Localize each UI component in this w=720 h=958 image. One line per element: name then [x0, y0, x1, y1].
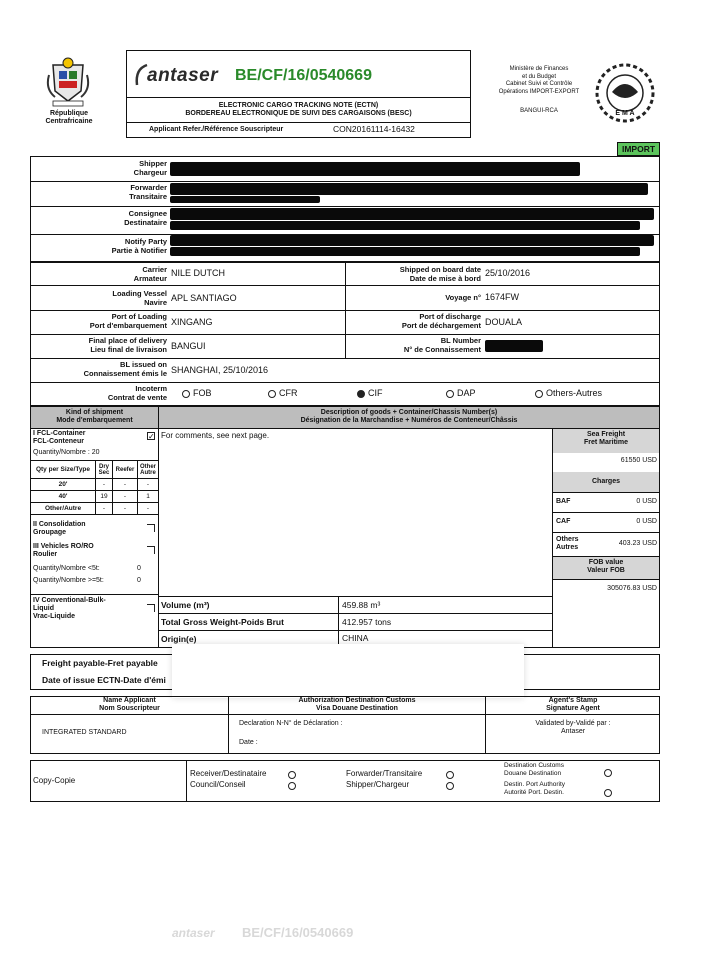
ectn-title-box	[126, 50, 471, 138]
council-radio[interactable]	[288, 782, 296, 790]
dest-customs-label: Destination Customs Douane Destination	[504, 762, 564, 777]
bottom-ref-watermark: BE/CF/16/0540669	[242, 925, 354, 940]
bl-number-redacted	[485, 340, 543, 352]
pol-value: XINGANG	[171, 317, 213, 327]
qty-ge5-label: Quantity/Nombre >=5t:	[33, 577, 104, 584]
country-name: République	[49, 110, 89, 117]
qty-cell: -	[96, 503, 113, 515]
qty-cell: -	[113, 479, 138, 491]
weight-value: 412.957 tons	[342, 617, 392, 627]
bl-number-label: BL Number N° de Connaissement	[403, 336, 481, 354]
forwarder-label: Forwarder Transitaire	[129, 183, 167, 201]
baf-value: 0 USD	[636, 498, 657, 505]
volume-label: Volume (m³)	[161, 600, 210, 610]
origin-value: CHINA	[342, 633, 369, 643]
origin-label: Origin(e)	[161, 634, 197, 644]
comments-text: For comments, see next page.	[161, 431, 270, 440]
sea-freight-value: 61550 USD	[620, 457, 657, 464]
qty-header: Reefer	[113, 461, 138, 479]
qty-header: Dry Sec	[96, 461, 113, 479]
vessel-label: Loading Vessel Navire	[112, 289, 167, 307]
freight-payable-label: Freight payable-Fret payable	[42, 658, 158, 668]
conventional-label: IV Conventional-Bulk- Liquid Vrac-Liquide	[33, 597, 106, 620]
voyage-value: 1674FW	[485, 292, 520, 302]
quantity-label: Quantity/Nombre :	[33, 449, 90, 456]
ministry-line: BANGUI-RCA	[520, 108, 558, 114]
radio-selected-icon[interactable]	[357, 390, 365, 398]
final-delivery-value: BANGUI	[171, 341, 206, 351]
date-label: Date :	[239, 739, 258, 746]
kind-of-shipment-label: Kind of shipment Mode d'embarquement	[56, 409, 133, 424]
title-ectn: ELECTRONIC CARGO TRACKING NOTE (ECTN)	[218, 102, 379, 109]
carrier-label: Carrier Armateur	[133, 265, 167, 283]
copy-label: Copy-Copie	[33, 776, 76, 785]
notify-redacted	[170, 235, 654, 246]
ema-seal	[594, 62, 656, 124]
title-besc: BORDEREAU ELECTRONIQUE DE SUIVI DES CARGAISONS (BESC)	[185, 110, 412, 117]
applicant-ref-label: Applicant Refer./Référence Souscripteur	[149, 126, 284, 133]
incoterm-cif[interactable]: CIF	[357, 388, 383, 398]
qty-cell: 20'	[31, 479, 96, 491]
description-label: Description of goods + Container/Chassis Number(s)	[320, 409, 498, 416]
fob-value: 305076.83 USD	[607, 585, 657, 592]
coat-of-arms-emblem	[45, 55, 91, 107]
declaration-label: Declaration N-N° de Déclaration :	[239, 720, 343, 727]
ministry-line: et du Budget	[521, 73, 557, 80]
forwarder-redacted	[170, 183, 648, 195]
qty-lt5-value: 0	[137, 565, 141, 572]
shipper-radio[interactable]	[446, 782, 454, 790]
fob-label: FOB value Valeur FOB	[587, 559, 625, 574]
qty-lt5-label: Quantity/Nombre <5t:	[33, 565, 100, 572]
fcl-label: I FCL-Container FCL-Conteneur	[33, 430, 86, 445]
caf-label: CAF	[556, 518, 571, 525]
ectn-reference: BE/CF/16/0540669	[235, 67, 372, 84]
receiver-label: Receiver/Destinataire	[190, 769, 267, 778]
incoterm-label: Incoterm Contrat de vente	[107, 384, 167, 402]
shipped-label: Shipped on board date Date de mise à bord	[399, 265, 481, 283]
final-delivery-label: Final place of delivery Lieu final de livraison	[88, 336, 167, 354]
qty-cell: 1	[138, 491, 159, 503]
bl-issued-label: BL issued on Connaissement émis le	[83, 360, 167, 378]
fcl-checkbox[interactable]: ✓	[148, 432, 155, 441]
receiver-radio[interactable]	[288, 771, 296, 779]
pod-label: Port of discharge Port de déchargement	[401, 312, 481, 330]
specimen-overlay	[172, 644, 524, 698]
others-label: Others Autres	[556, 536, 579, 551]
dest-customs-radio[interactable]	[604, 769, 612, 777]
applicant-value: INTEGRATED STANDARD	[42, 729, 127, 736]
radio-icon[interactable]	[535, 390, 543, 398]
qty-cell: -	[138, 503, 159, 515]
weight-label: Total Gross Weight-Poids Brut	[161, 617, 284, 627]
qty-cell: -	[96, 479, 113, 491]
forwarder-redacted-2	[170, 196, 320, 203]
agent-stamp-label: Agent's Stamp Signature Agent	[546, 697, 600, 712]
qty-ge5-value: 0	[137, 577, 141, 584]
vehicles-label: III Vehicles RO/RO Roulier	[33, 543, 94, 558]
qty-header: Qty per Size/Type	[31, 461, 96, 479]
authorization-label: Authorization Destination Customs Visa Douane Destination	[298, 697, 416, 712]
qty-cell: 40'	[31, 491, 96, 503]
container-quantity-table	[30, 460, 159, 515]
charges-label: Charges	[591, 478, 620, 485]
voyage-label: Voyage n°	[445, 293, 481, 302]
qty-cell: -	[113, 503, 138, 515]
import-badge: IMPORT	[617, 142, 660, 156]
copy-section	[30, 760, 660, 802]
validated-by: Validated by-Validé par : Antaser	[535, 720, 611, 735]
shipper-copy-label: Shipper/Chargeur	[346, 780, 410, 789]
consolidation-label: II Consolidation Groupage	[33, 521, 86, 536]
date-issue-label: Date of issue ECTN-Date d'émi	[42, 675, 166, 685]
forwarder-radio[interactable]	[446, 771, 454, 779]
vehicles-checkbox[interactable]	[147, 546, 155, 554]
incoterm-fob[interactable]: FOB	[182, 388, 212, 398]
ema-text: E M A	[615, 110, 635, 117]
radio-icon[interactable]	[182, 390, 190, 398]
council-label: Council/Conseil	[190, 780, 246, 789]
qty-cell: -	[113, 491, 138, 503]
bl-issued-value: SHANGHAI, 25/10/2016	[171, 365, 269, 375]
bottom-brand-watermark: antaser	[172, 926, 215, 940]
conventional-checkbox[interactable]	[147, 604, 155, 612]
incoterm-others[interactable]: Others-Autres	[535, 388, 602, 398]
name-applicant-label: Name Applicant Nom Souscripteur	[99, 697, 160, 712]
qty-cell: Other/Autre	[31, 503, 96, 515]
radio-icon[interactable]	[446, 390, 454, 398]
quantity-value: 20	[91, 449, 100, 456]
qty-cell: -	[138, 479, 159, 491]
forwarder-copy-label: Forwarder/Transitaire	[346, 769, 423, 778]
shipped-value: 25/10/2016	[485, 268, 531, 278]
others-value: 403.23 USD	[618, 540, 657, 547]
carrier-value: NILE DUTCH	[171, 268, 226, 278]
description-label-fr: Désignation de la Marchandise + Numéros de Conteneur/Châssis	[300, 417, 518, 424]
consignee-redacted	[170, 208, 654, 220]
notify-redacted-2	[170, 247, 640, 256]
ministry-line: Ministère de Finances	[509, 66, 569, 72]
ministry-line: Opérations IMPORT-EXPORT	[498, 88, 580, 95]
incoterm-cfr[interactable]: CFR	[268, 388, 298, 398]
dest-port-radio[interactable]	[604, 789, 612, 797]
baf-label: BAF	[556, 498, 571, 505]
shipper-label: Shipper Chargeur	[133, 159, 167, 177]
country-name-2: Centrafricaine	[45, 118, 93, 125]
pod-value: DOUALA	[485, 317, 523, 327]
applicant-ref-value: CON20161114-16432	[333, 124, 415, 134]
shipper-redacted	[170, 162, 580, 176]
qty-cell: 19	[96, 491, 113, 503]
vessel-value: APL SANTIAGO	[171, 293, 237, 303]
dest-port-label: Destin. Port Authority Autorité Port. Destin.	[504, 781, 566, 796]
pol-label: Port of Loading Port d'embarquement	[89, 312, 167, 330]
qty-header: Other Autre	[138, 461, 159, 479]
radio-icon[interactable]	[268, 390, 276, 398]
consolidation-checkbox[interactable]	[147, 524, 155, 532]
consignee-redacted-2	[170, 221, 640, 230]
ministry-line: Cabinet Suivi et Contrôle	[505, 81, 573, 87]
consignee-label: Consignee Destinataire	[124, 209, 167, 227]
sea-freight-label: Sea Freight Fret Maritime	[584, 431, 628, 446]
notify-label: Notify Party Partie à Notifier	[111, 237, 167, 255]
brand-name: antaser	[147, 65, 219, 86]
caf-value: 0 USD	[636, 518, 657, 525]
volume-value: 459.88 m³	[342, 600, 381, 610]
incoterm-dap[interactable]: DAP	[446, 388, 476, 398]
